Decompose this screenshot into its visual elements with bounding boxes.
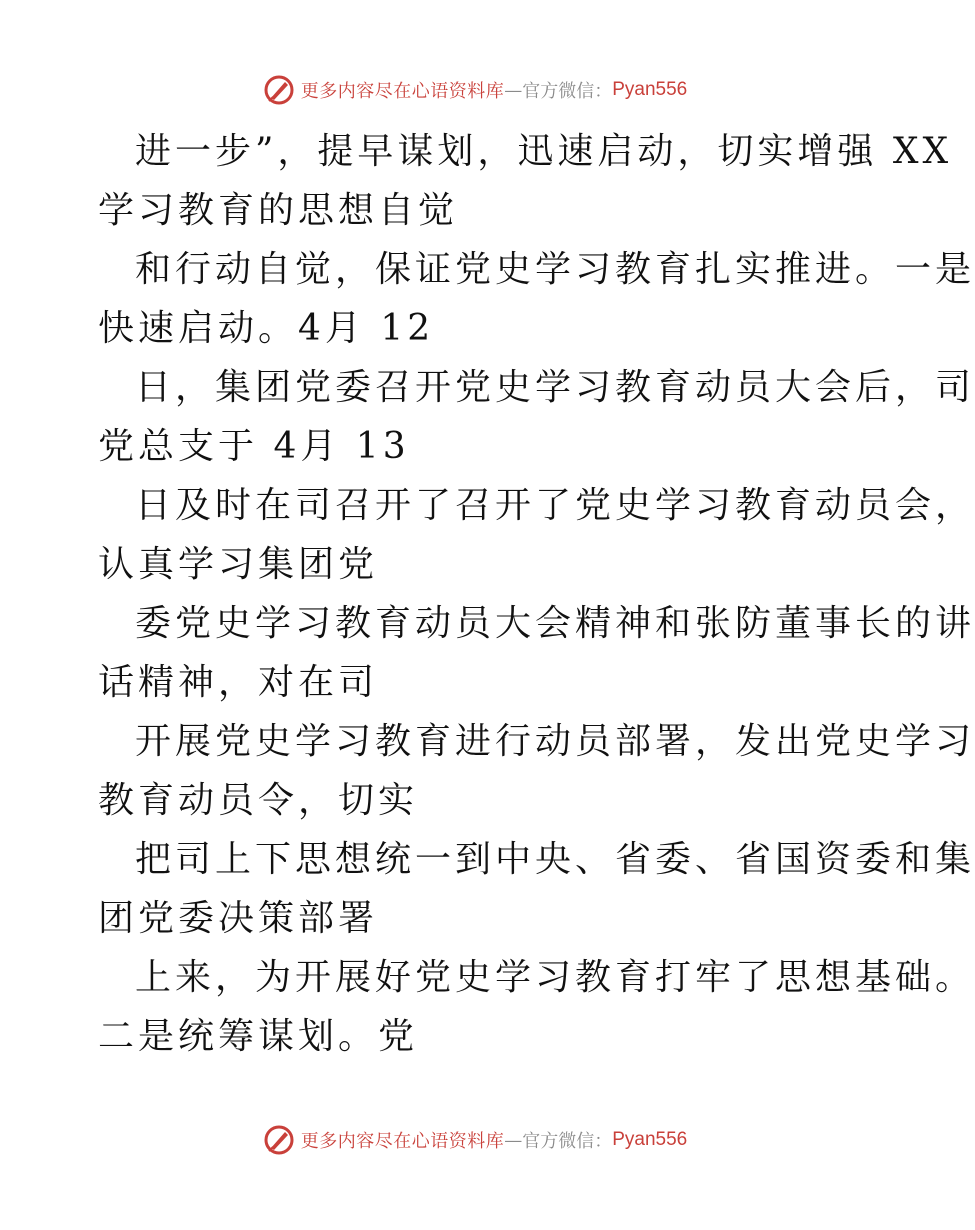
banner-wechat-id: Pyan556: [612, 1129, 688, 1150]
body-line: 快速启动。4月 12: [98, 308, 435, 349]
body-line: 开展党史学习教育进行动员部署，发出党史学习: [135, 721, 975, 762]
body-line: 教育动员令，切实: [98, 780, 419, 821]
quill-logo-icon: [263, 1124, 295, 1156]
body-line: 党总支于 4月 13: [98, 426, 410, 467]
document-body: [98, 122, 975, 1066]
banner-main-text: 更多内容尽在心语资料库: [300, 1131, 505, 1152]
body-line: 认真学习集团党: [98, 544, 379, 585]
banner-label: 官方微信：: [522, 1131, 613, 1152]
banner-separator: —: [504, 1129, 523, 1151]
body-line: 学习教育的思想自觉: [98, 190, 459, 231]
body-line: 话精神，对在司: [98, 662, 379, 703]
body-line: 二是统筹谋划。党: [98, 1016, 419, 1057]
body-line: 上来，为开展好党史学习教育打牢了思想基础。: [135, 957, 975, 998]
quill-logo-icon: [263, 74, 295, 106]
header-banner: [0, 70, 950, 110]
banner-wechat-id: Pyan556: [612, 79, 688, 100]
body-line: 日及时在司召开了召开了党史学习教育动员会，: [135, 485, 975, 526]
banner-label: 官方微信：: [522, 81, 613, 102]
banner-main-text: 更多内容尽在心语资料库: [300, 81, 505, 102]
body-line: 进一步”，提早谋划，迅速启动，切实增强 XX: [135, 131, 953, 172]
banner-separator: —: [504, 79, 523, 101]
body-line: 和行动自觉，保证党史学习教育扎实推进。一是: [135, 249, 975, 290]
body-line: 日，集团党委召开党史学习教育动员大会后，司: [135, 367, 975, 408]
body-line: 团党委决策部署: [98, 898, 379, 939]
footer-banner: [0, 1120, 950, 1160]
body-line: 把司上下思想统一到中央、省委、省国资委和集: [135, 839, 975, 880]
body-line: 委党史学习教育动员大会精神和张防董事长的讲: [135, 603, 975, 644]
